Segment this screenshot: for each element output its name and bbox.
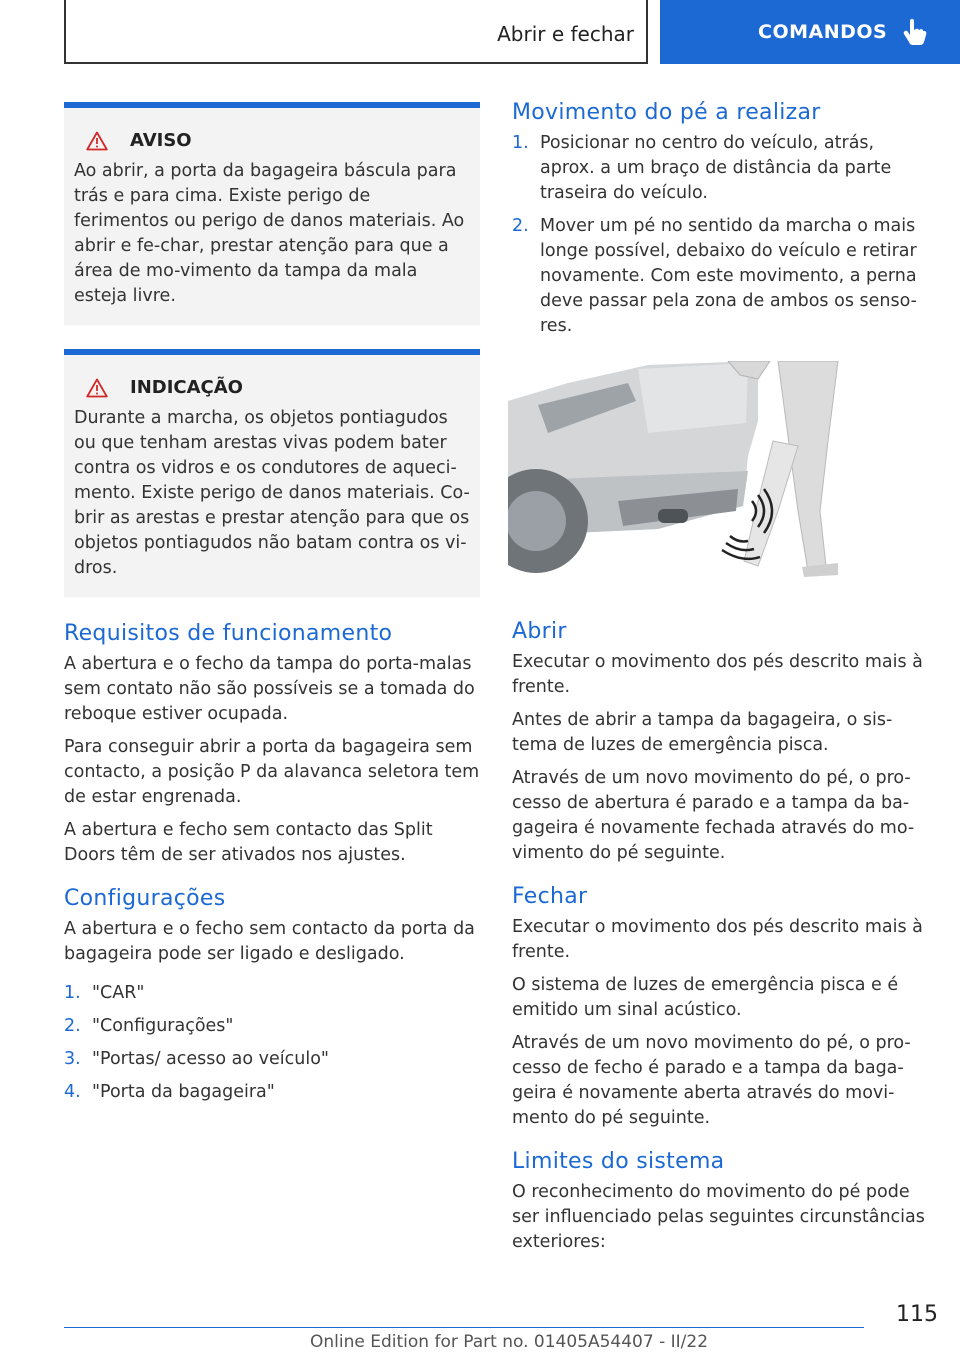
list-item	[64, 1080, 480, 1105]
notice-box-header	[74, 377, 470, 398]
warning-triangle-icon	[86, 131, 108, 151]
list-item	[64, 1014, 480, 1039]
page-number: 115	[896, 1302, 938, 1327]
open-paragraph: Executar o movimento dos pés descrito mais à frente.	[512, 652, 923, 697]
open-paragraph: Antes de abrir a tampa da bagageira, o sis-tema de luzes de emergência pisca.	[512, 710, 893, 755]
open-heading: Abrir	[512, 619, 567, 644]
list-item	[64, 1047, 480, 1072]
close-heading: Fechar	[512, 884, 588, 909]
notice-box	[64, 349, 480, 597]
list-item	[64, 981, 480, 1006]
foot-movement-steps	[512, 131, 928, 339]
foot-movement-heading: Movimento do pé a realizar	[512, 100, 821, 125]
warning-box-title: AVISO	[130, 130, 192, 151]
warning-box-text: Ao abrir, a porta da bagageira báscula para trás e para cima. Existe perigo de ferimentos ou perigo de danos materiais. Ao abrir e fe-char, prestar atenção para que a área de mo-vimento da tampa da mala esteja livre.	[74, 161, 465, 306]
requirements-paragraph: A abertura e o fecho da tampa do porta-malas sem contato não são possíveis se a tomada do reboque estiver ocupada.	[64, 654, 475, 724]
foot-gesture-illustration	[508, 361, 848, 583]
warning-triangle-icon	[86, 378, 108, 398]
chapter-title: COMANDOS	[758, 21, 888, 43]
requirements-paragraph: A abertura e fecho sem contacto das Split Doors têm de ser ativados nos ajustes.	[64, 820, 433, 865]
step-number: 2.	[64, 1016, 81, 1036]
open-paragraph: Através de um novo movimento do pé, o pro-cesso de abertura é parado e a tampa da ba-gageira é novamente fechada através do mo-vimento do pé seguinte.	[512, 768, 915, 863]
footer-divider	[64, 1327, 864, 1328]
close-paragraph: Através de um novo movimento do pé, o pro-cesso de fecho é parado e a tampa da baga-geira é novamente aberta através do movi-mento do pé seguinte.	[512, 1033, 911, 1128]
hand-pointer-icon	[901, 18, 927, 46]
footer-edition: Online Edition for Part no. 01405A54407 - II/22	[310, 1332, 709, 1352]
step-text: "Configurações"	[92, 1016, 234, 1036]
section-title: Abrir e fechar	[497, 22, 634, 46]
step-number: 2.	[512, 216, 529, 236]
step-number: 4.	[64, 1082, 81, 1102]
close-paragraph: Executar o movimento dos pés descrito mais à frente.	[512, 917, 923, 962]
step-number: 1.	[512, 133, 529, 153]
settings-steps	[64, 981, 480, 1105]
step-text: Posicionar no centro do veículo, atrás, aprox. a um braço de distância da parte traseira do veículo.	[540, 133, 892, 203]
step-number: 3.	[64, 1049, 81, 1069]
step-text: "Portas/ acesso ao veículo"	[92, 1049, 329, 1069]
requirements-paragraph: Para conseguir abrir a porta da bagageira sem contacto, a posição P da alavanca seletora tem de estar engrenada.	[64, 737, 480, 807]
warning-box	[64, 102, 480, 325]
settings-heading: Configurações	[64, 886, 226, 911]
list-item	[512, 214, 928, 339]
left-column	[64, 102, 480, 1113]
step-number: 1.	[64, 983, 81, 1003]
requirements-heading: Requisitos de funcionamento	[64, 621, 393, 646]
step-text: Mover um pé no sentido da marcha o mais longe possível, debaixo do veículo e retirar novamente. Com este movimento, a perna deve passar pela zona de ambos os senso-res.	[540, 216, 917, 336]
chapter-tab[interactable]	[660, 0, 960, 64]
limits-heading: Limites do sistema	[512, 1149, 725, 1174]
warning-box-header	[74, 130, 470, 151]
limits-paragraph: O reconhecimento do movimento do pé pode ser influenciado pelas seguintes circunstâncias exteriores:	[512, 1182, 925, 1252]
close-paragraph: O sistema de luzes de emergência pisca e é emitido um sinal acústico.	[512, 975, 899, 1020]
notice-box-text: Durante a marcha, os objetos pontiagudos ou que tenham arestas vivas podem bater contra os vidros e os condutores de aqueci-mento. Existe perigo de danos materiais. Co-brir as arestas e prestar atenção para que os objetos pontiagudos não batam contra os vi-dros.	[74, 408, 470, 578]
step-text: "Porta da bagageira"	[92, 1082, 275, 1102]
list-item	[512, 131, 928, 206]
settings-intro: A abertura e o fecho sem contacto da porta da bagageira pode ser ligado e desligado.	[64, 919, 475, 964]
notice-box-title: INDICAÇÃO	[130, 377, 243, 398]
step-text: "CAR"	[92, 983, 145, 1003]
right-column	[512, 98, 928, 1263]
